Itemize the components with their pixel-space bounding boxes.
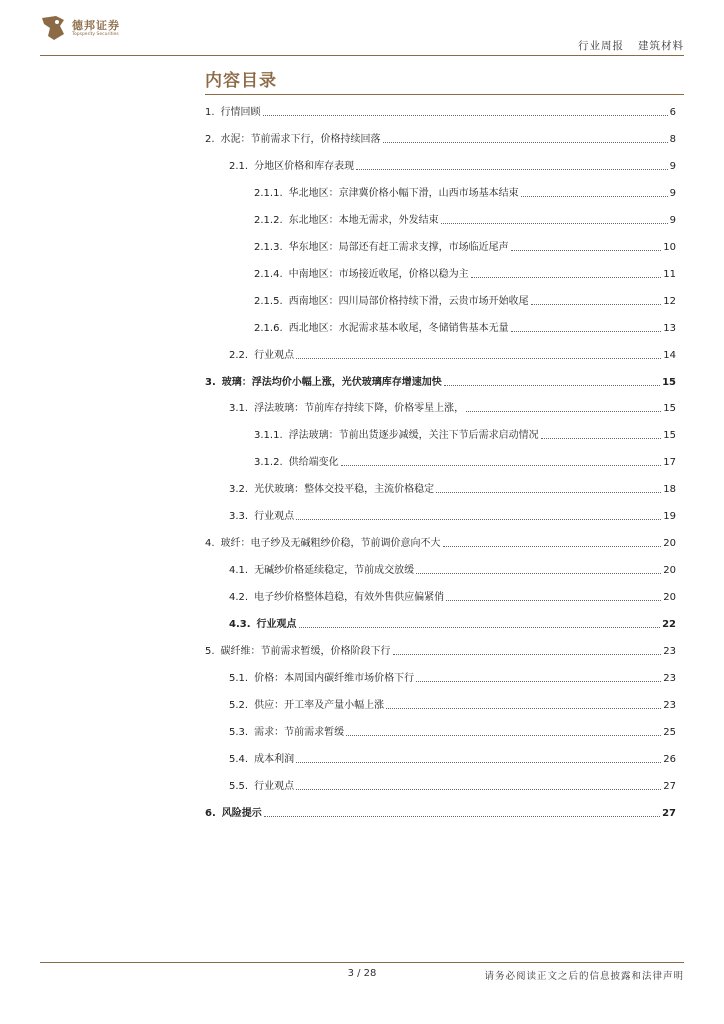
toc-entry-title: 需求：节前需求暂缓 bbox=[254, 726, 345, 738]
header-divider bbox=[40, 55, 684, 56]
toc-entry-page: 15 bbox=[662, 376, 676, 388]
toc-entry-number: 5.5. bbox=[229, 780, 249, 792]
toc-leader-dots bbox=[346, 735, 661, 736]
toc-title-divider bbox=[205, 94, 684, 95]
toc-entry-number: 2.1.5. bbox=[254, 295, 283, 307]
toc-leader-dots bbox=[471, 277, 662, 278]
toc-entry-title: 玻纤：电子纱及无碱粗纱价稳，节前调价意向不大 bbox=[220, 538, 441, 550]
logo-name-en: Topsperity Securities bbox=[72, 31, 119, 37]
toc-entry-page: 9 bbox=[669, 160, 676, 172]
toc-entry-page: 20 bbox=[663, 592, 676, 604]
page-header bbox=[0, 0, 724, 60]
toc-entry-title: 行业观点 bbox=[254, 349, 295, 361]
toc-entry-title: 玻璃：浮法均价小幅上涨，光伏玻璃库存增速加快 bbox=[221, 376, 442, 388]
toc-entry[interactable] bbox=[254, 426, 676, 442]
toc-entry-page: 11 bbox=[663, 268, 676, 280]
toc-entry-title: 华北地区：京津冀价格小幅下滑，山西市场基本结束 bbox=[288, 187, 519, 199]
toc-entry-page: 23 bbox=[663, 699, 676, 711]
toc-entry[interactable] bbox=[254, 238, 676, 254]
toc-entry-title: 华东地区：局部还有赶工需求支撑，市场临近尾声 bbox=[288, 241, 509, 253]
toc-entry-number: 3.3. bbox=[229, 511, 249, 523]
logo-icon bbox=[40, 14, 66, 42]
toc-leader-dots bbox=[511, 331, 662, 332]
toc-entry-page: 22 bbox=[662, 619, 676, 631]
toc-leader-dots bbox=[521, 196, 668, 197]
toc-entry-title: 行业观点 bbox=[254, 780, 295, 792]
toc-entry-number: 2.1.6. bbox=[254, 322, 283, 334]
toc-entry-title: 中南地区：市场接近收尾，价格以稳为主 bbox=[288, 268, 469, 280]
industry-name: 建筑材料 bbox=[638, 40, 684, 52]
toc-entry[interactable] bbox=[229, 399, 676, 415]
toc-entry-number: 4. bbox=[205, 538, 215, 550]
toc-entry-number: 4.3. bbox=[229, 619, 251, 631]
toc-entry-title: 行业观点 bbox=[254, 511, 295, 523]
toc-entry-number: 5.3. bbox=[229, 726, 249, 738]
toc-entry-title: 碳纤维：节前需求暂缓，价格阶段下行 bbox=[220, 646, 391, 657]
toc-entry-title: 光伏玻璃：整体交投平稳，主流价格稳定 bbox=[254, 484, 435, 496]
toc-entry-title: 水泥：节前需求下行，价格持续回落 bbox=[220, 133, 381, 145]
toc-entry[interactable] bbox=[205, 804, 676, 820]
toc-entry[interactable] bbox=[229, 750, 676, 766]
toc-entry-number: 1. bbox=[205, 107, 215, 118]
toc-entry-number: 5.4. bbox=[229, 753, 249, 765]
toc-title: 内容目录 bbox=[205, 71, 277, 91]
toc-entry[interactable] bbox=[229, 507, 676, 523]
page-number: 3 / 28 bbox=[347, 968, 377, 979]
toc-entry-page: 25 bbox=[663, 726, 676, 738]
toc-entry-number: 6. bbox=[205, 807, 216, 819]
toc-entry-title: 风险提示 bbox=[221, 807, 262, 819]
toc-leader-dots bbox=[341, 465, 662, 466]
toc-entry-page: 19 bbox=[663, 511, 676, 523]
toc-leader-dots bbox=[416, 573, 661, 574]
report-meta bbox=[564, 38, 684, 53]
toc-entry-title: 供应：开工率及产量小幅上涨 bbox=[254, 699, 385, 711]
toc-entry-page: 9 bbox=[669, 187, 676, 199]
toc-entry[interactable] bbox=[205, 103, 676, 119]
toc-entry[interactable] bbox=[254, 453, 676, 469]
toc-entry-page: 23 bbox=[663, 646, 676, 657]
toc-entry-number: 4.2. bbox=[229, 592, 249, 604]
toc-entry[interactable] bbox=[254, 265, 676, 281]
toc-entry[interactable] bbox=[205, 130, 676, 146]
toc-leader-dots bbox=[446, 600, 661, 601]
toc-entry[interactable] bbox=[205, 373, 676, 389]
toc-entry[interactable] bbox=[254, 184, 676, 200]
toc-entry[interactable] bbox=[229, 157, 676, 173]
toc-leader-dots bbox=[299, 627, 661, 628]
toc-entry[interactable] bbox=[229, 777, 676, 793]
toc-entry-number: 5.1. bbox=[229, 672, 249, 684]
toc-entry-number: 2.1. bbox=[229, 160, 249, 172]
toc-entry-page: 13 bbox=[663, 322, 676, 334]
toc-leader-dots bbox=[416, 681, 661, 682]
toc-entry[interactable] bbox=[229, 346, 676, 362]
toc-entry[interactable] bbox=[254, 319, 676, 335]
footer-divider bbox=[40, 962, 684, 963]
toc-entry[interactable] bbox=[229, 696, 676, 712]
legal-disclaimer: 请务必阅读正文之后的信息披露和法律声明 bbox=[484, 971, 684, 982]
toc-leader-dots bbox=[436, 492, 661, 493]
toc-entry-number: 3.1.1. bbox=[254, 430, 283, 442]
toc-entry-title: 浮法玻璃：节前出货逐步减缓，关注下节后需求启动情况 bbox=[288, 430, 539, 442]
toc-entry-page: 27 bbox=[662, 807, 676, 819]
toc-entry-number: 3.1.2. bbox=[254, 457, 283, 469]
toc-entry-title: 西南地区：四川局部价格持续下滑，云贵市场开始收尾 bbox=[288, 295, 529, 307]
toc-entry-number: 3.1. bbox=[229, 403, 249, 415]
toc-leader-dots bbox=[296, 762, 661, 763]
toc-leader-dots bbox=[393, 654, 662, 655]
toc-entry-page: 15 bbox=[663, 403, 676, 415]
toc-entry-page: 20 bbox=[663, 565, 676, 577]
toc-entry-page: 15 bbox=[663, 430, 676, 442]
logo-name-cn: 德邦证券 bbox=[72, 18, 120, 32]
toc-entry[interactable] bbox=[205, 534, 676, 550]
toc-leader-dots bbox=[383, 142, 668, 143]
toc-entry[interactable] bbox=[229, 723, 676, 739]
toc-entry-page: 17 bbox=[663, 457, 676, 469]
toc-entry-title: 电子纱价格整体趋稳，有效外售供应偏紧俏 bbox=[254, 592, 445, 604]
toc-leader-dots bbox=[511, 250, 662, 251]
toc-leader-dots bbox=[531, 304, 662, 305]
toc-entry-title: 无碱纱价格延续稳定，节前成交放缓 bbox=[254, 565, 415, 577]
toc-entry-number: 2.1.2. bbox=[254, 214, 283, 226]
toc-entry-title: 西北地区：水泥需求基本收尾，冬储销售基本无量 bbox=[288, 322, 509, 334]
toc-entry-page: 26 bbox=[663, 753, 676, 765]
toc-entry-title: 行情回顾 bbox=[220, 107, 261, 118]
toc-leader-dots bbox=[296, 519, 661, 520]
report-type: 行业周报 bbox=[578, 40, 624, 52]
toc-leader-dots bbox=[296, 789, 661, 790]
toc-entry-page: 8 bbox=[669, 133, 676, 145]
toc-entry-page: 27 bbox=[663, 780, 676, 792]
toc-leader-dots bbox=[263, 115, 668, 116]
toc-entry[interactable] bbox=[229, 669, 676, 685]
toc-leader-dots bbox=[444, 385, 660, 386]
toc-entry-number: 2.1.3. bbox=[254, 241, 283, 253]
toc-entry[interactable] bbox=[254, 292, 676, 308]
toc-entry-number: 5.2. bbox=[229, 699, 249, 711]
toc-entry[interactable] bbox=[229, 561, 676, 577]
toc-entry[interactable] bbox=[229, 588, 676, 604]
toc-entry-title: 价格：本周国内碳纤维市场价格下行 bbox=[254, 672, 415, 684]
toc-entry-title: 供给端变化 bbox=[288, 457, 339, 469]
toc-entry-page: 14 bbox=[663, 349, 676, 361]
toc-leader-dots bbox=[541, 438, 662, 439]
toc-leader-dots bbox=[441, 223, 668, 224]
toc-entry-page: 10 bbox=[663, 241, 676, 253]
toc-entry-page: 12 bbox=[663, 295, 676, 307]
toc-leader-dots bbox=[466, 411, 661, 412]
toc-leader-dots bbox=[356, 169, 668, 170]
toc-entry-number: 5. bbox=[205, 646, 215, 657]
toc-leader-dots bbox=[296, 358, 661, 359]
toc-leader-dots bbox=[443, 546, 662, 547]
toc-entry-number: 2. bbox=[205, 133, 215, 145]
toc-entry-number: 2.1.4. bbox=[254, 268, 283, 280]
company-logo bbox=[40, 14, 120, 42]
toc-entry-number: 4.1. bbox=[229, 565, 249, 577]
toc-entry-title: 浮法玻璃：节前库存持续下降，价格零星上涨， bbox=[254, 403, 465, 415]
toc-entry[interactable] bbox=[229, 480, 676, 496]
toc-entry-page: 18 bbox=[663, 484, 676, 496]
toc-entry[interactable] bbox=[229, 615, 676, 631]
toc-entry-number: 3. bbox=[205, 376, 216, 388]
toc-entry-page: 6 bbox=[669, 107, 676, 118]
toc-entry-number: 3.2. bbox=[229, 484, 249, 496]
toc-leader-dots bbox=[386, 708, 661, 709]
toc-entry-title: 行业观点 bbox=[256, 619, 297, 631]
toc-entry-page: 9 bbox=[669, 214, 676, 226]
toc-entry[interactable] bbox=[254, 211, 676, 227]
toc-leader-dots bbox=[264, 816, 660, 817]
toc-entry-title: 成本利润 bbox=[254, 753, 295, 765]
toc-entry-title: 分地区价格和库存表现 bbox=[254, 160, 355, 172]
toc-entry-page: 23 bbox=[663, 672, 676, 684]
toc-entry-page: 20 bbox=[663, 538, 676, 550]
toc-entry-number: 2.1.1. bbox=[254, 187, 283, 199]
toc-entry-number: 2.2. bbox=[229, 349, 249, 361]
toc-entry-title: 东北地区：本地无需求，外发结束 bbox=[288, 214, 439, 226]
toc-entry[interactable] bbox=[205, 642, 676, 658]
